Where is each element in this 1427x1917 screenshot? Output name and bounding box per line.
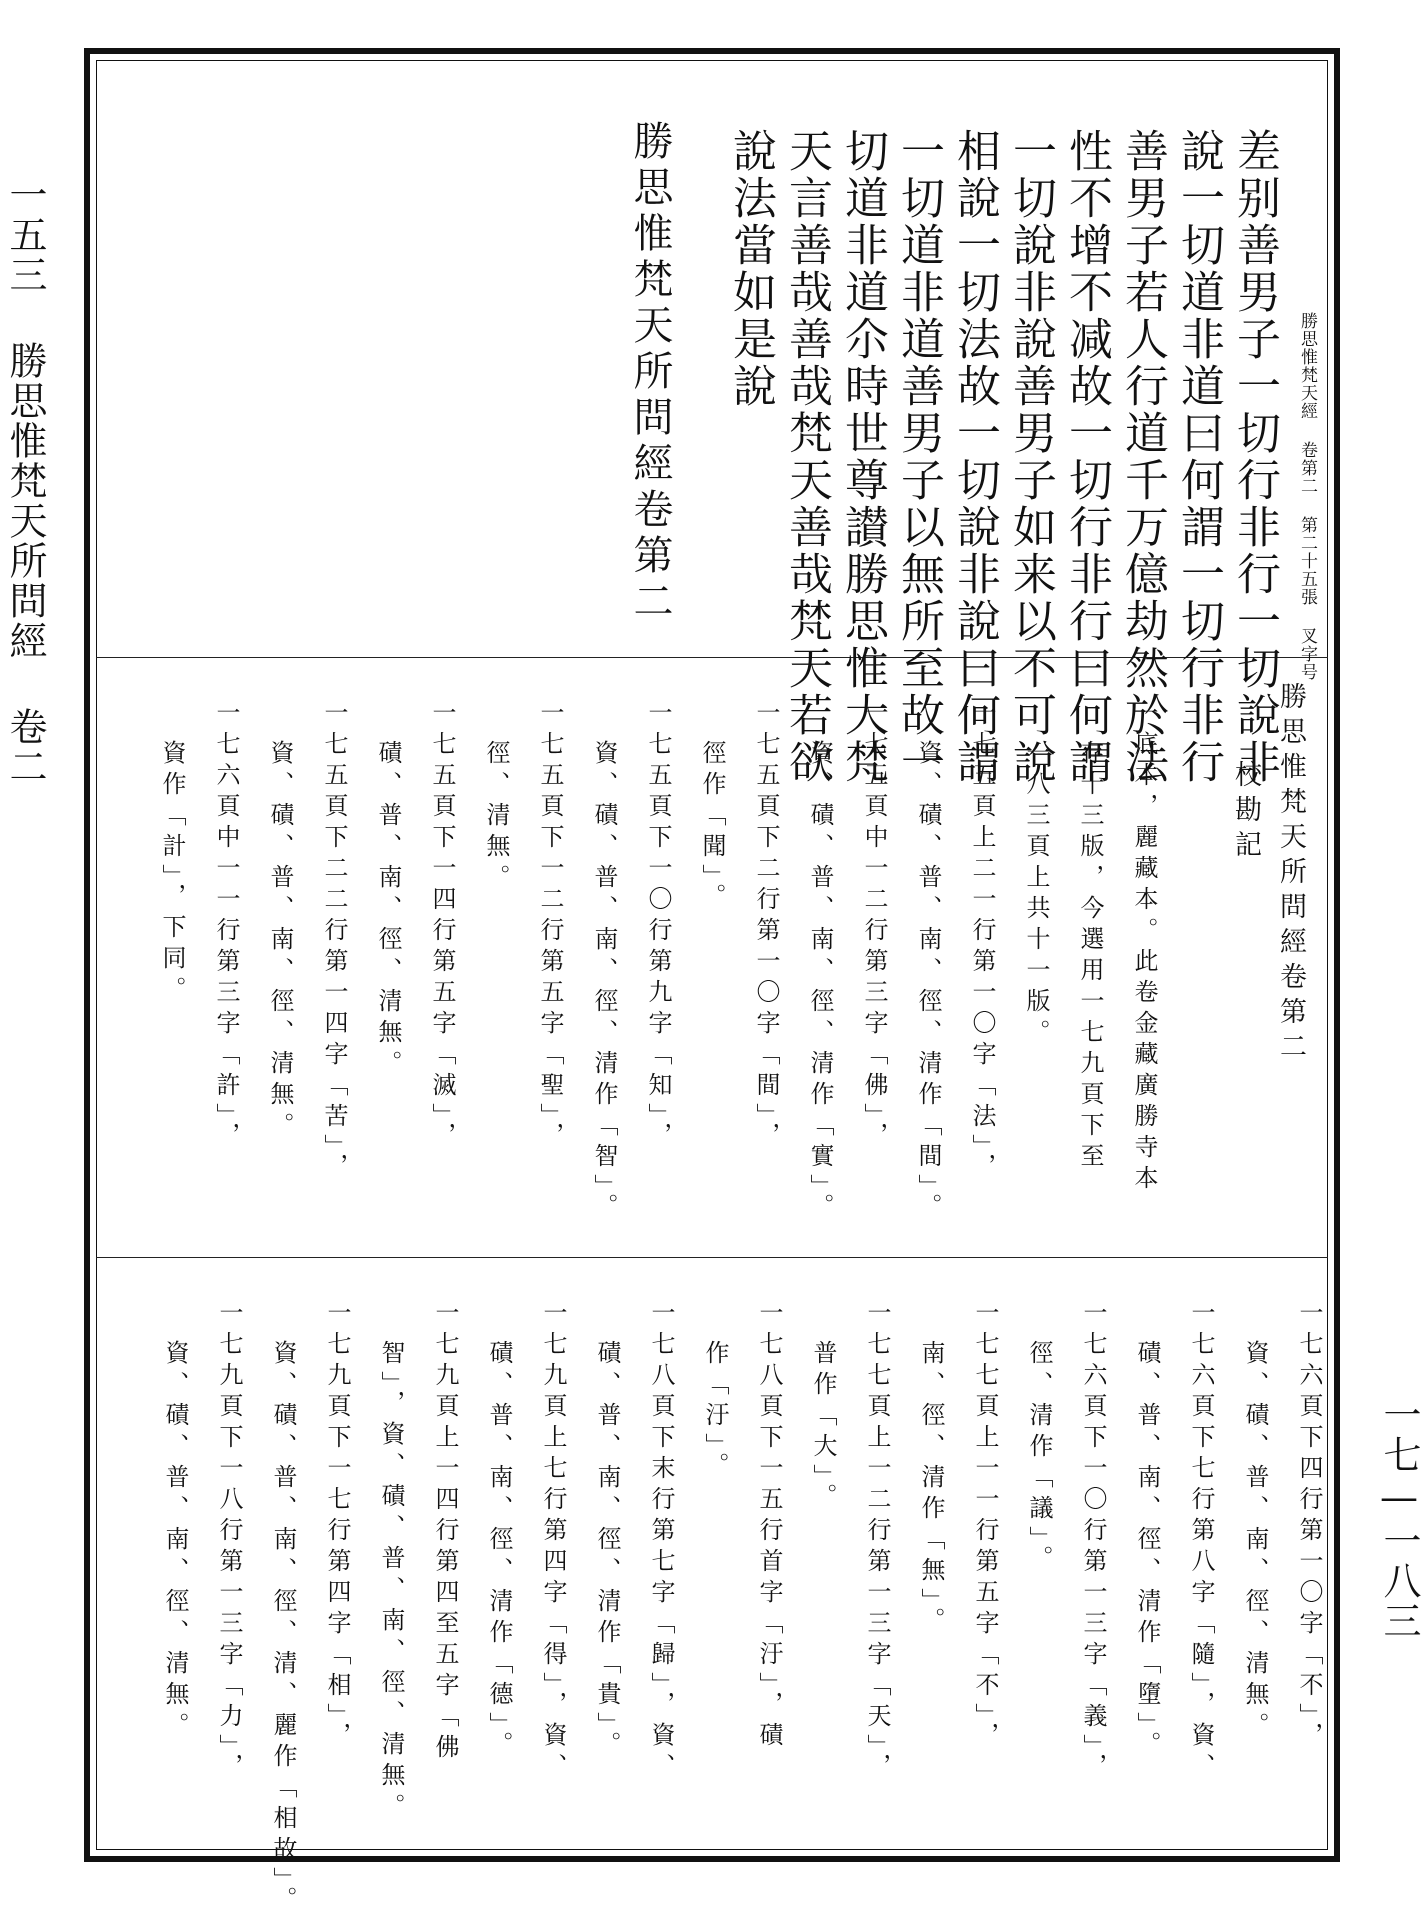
note-line: 一八三頁上共十一版。 <box>1022 740 1050 1050</box>
section-divider-bottom <box>96 1257 1328 1258</box>
scripture-line: 相說一切法故一切說非說曰何謂 <box>949 128 1000 786</box>
note-line: 資、磧、普、南、徑、清無。 <box>161 1340 189 1743</box>
margin-right-page-range: 一七—一八三 <box>1377 1395 1421 1641</box>
note-line: 智」，資、磧、普、南、徑、清無。 <box>377 1340 405 1824</box>
note-line: 一七九頁下一七行第四字「相」， <box>323 1300 351 1753</box>
note-line: 一七五頁下一〇行第九字「知」， <box>644 700 672 1153</box>
note-line: 徑、清作「議」。 <box>1025 1340 1053 1576</box>
note-line: 一七七頁上一二行第一三字「天」， <box>863 1300 891 1784</box>
note-line: 一七五頁中一二行第三字「佛」， <box>860 700 888 1153</box>
note-line: 南、徑、清作「無」。 <box>917 1340 945 1638</box>
note-line: 一七六頁中一一行第三字「許」， <box>212 700 240 1153</box>
note-line: 磧、普、南、徑、清作「墮」。 <box>1133 1340 1161 1762</box>
margin-left-caption: 一五三 勝思惟梵天所問經 卷二 <box>3 175 47 787</box>
scripture-line: 一切道非道善男子以無所至故一 <box>893 128 944 786</box>
scripture-line: 一切說非說善男子如来以不可說 <box>1005 128 1056 786</box>
note-line: 一七八頁下一五行首字「汙」，磧 <box>755 1300 783 1753</box>
note-line: 一七五頁下一四行第五字「滅」， <box>428 700 456 1153</box>
notes-title: 勝思惟梵天所問經卷第二 <box>1275 682 1306 1067</box>
note-line: 資作「計」，下同。 <box>158 740 186 1007</box>
note-line: 普作「大」。 <box>809 1340 837 1514</box>
note-line: 一七六頁下七行第八字「隨」，資、 <box>1187 1300 1215 1784</box>
scripture-line: 天言善哉善哉梵天善哉梵天若欲 <box>781 128 832 786</box>
note-line: 一七六頁下一〇行第一三字「義」， <box>1079 1300 1107 1784</box>
notes-subtitle: 校勘記 <box>1230 760 1261 865</box>
note-line: 資、磧、普、南、徑、清、麗作「相故」。 <box>269 1340 297 1917</box>
note-line: 資、磧、普、南、徑、清無。 <box>1241 1340 1269 1743</box>
scripture-line: 差别善男子一切行非行一切說非 <box>1229 128 1280 786</box>
note-line: 徑、清無。 <box>482 740 510 895</box>
note-line: 一七九頁上一四行第四至五字「佛 <box>431 1300 459 1765</box>
note-line: 資、磧、普、南、徑、清作「智」。 <box>590 740 618 1224</box>
note-line: 存十三版，今選用一七九頁下至 <box>1076 740 1104 1174</box>
fascicle-end-title: 勝思惟梵天所問經卷第二 <box>627 120 673 626</box>
note-line: 一七五頁下二行第一〇字「間」， <box>752 700 780 1153</box>
note-line: 磧、普、南、徑、清作「貴」。 <box>593 1340 621 1762</box>
note-line: 磧、普、南、徑、清無。 <box>374 740 402 1081</box>
scripture-line: 說法當如是說 <box>725 128 776 410</box>
note-line: 一七七頁上一一行第五字「不」， <box>971 1300 999 1753</box>
note-line: 一七五頁上二一行第一〇字「法」， <box>968 700 996 1184</box>
note-line: 徑作「聞」。 <box>698 740 726 914</box>
note-line: 一七八頁下末行第七字「歸」，資、 <box>647 1300 675 1784</box>
note-line: 一七九頁上七行第四字「得」，資、 <box>539 1300 567 1784</box>
scripture-header: 勝思惟梵天經 卷第二 第二十五張 叉字号 <box>1297 312 1317 681</box>
note-line: 磧、普、南、徑、清作「德」。 <box>485 1340 513 1762</box>
note-line: 資、磧、普、南、徑、清無。 <box>266 740 294 1143</box>
note-line: 資、磧、普、南、徑、清作「實」。 <box>806 740 834 1224</box>
note-line: 資、磧、普、南、徑、清作「間」。 <box>914 740 942 1224</box>
scripture-line: 說一切道非道曰何謂一切行非行 <box>1173 128 1224 786</box>
scripture-line: 切道非道尒時世尊讃勝思惟大梵 <box>837 128 888 786</box>
note-line: 一七五頁下二二行第一四字「苦」， <box>320 700 348 1184</box>
scripture-line: 善男子若人行道千万億劫然於法 <box>1117 128 1168 786</box>
note-line: 一七五頁下一二行第五字「聖」， <box>536 700 564 1153</box>
note-line: 作「汙」。 <box>701 1340 729 1483</box>
note-line: 一底本，麗藏本。此卷金藏廣勝寺本 <box>1130 700 1158 1196</box>
note-line: 一七九頁下一八行第一三字「力」， <box>215 1300 243 1784</box>
note-line: 一七六頁下四行第一〇字「不」， <box>1295 1300 1323 1753</box>
scripture-line: 性不增不减故一切行非行曰何謂 <box>1061 128 1112 786</box>
